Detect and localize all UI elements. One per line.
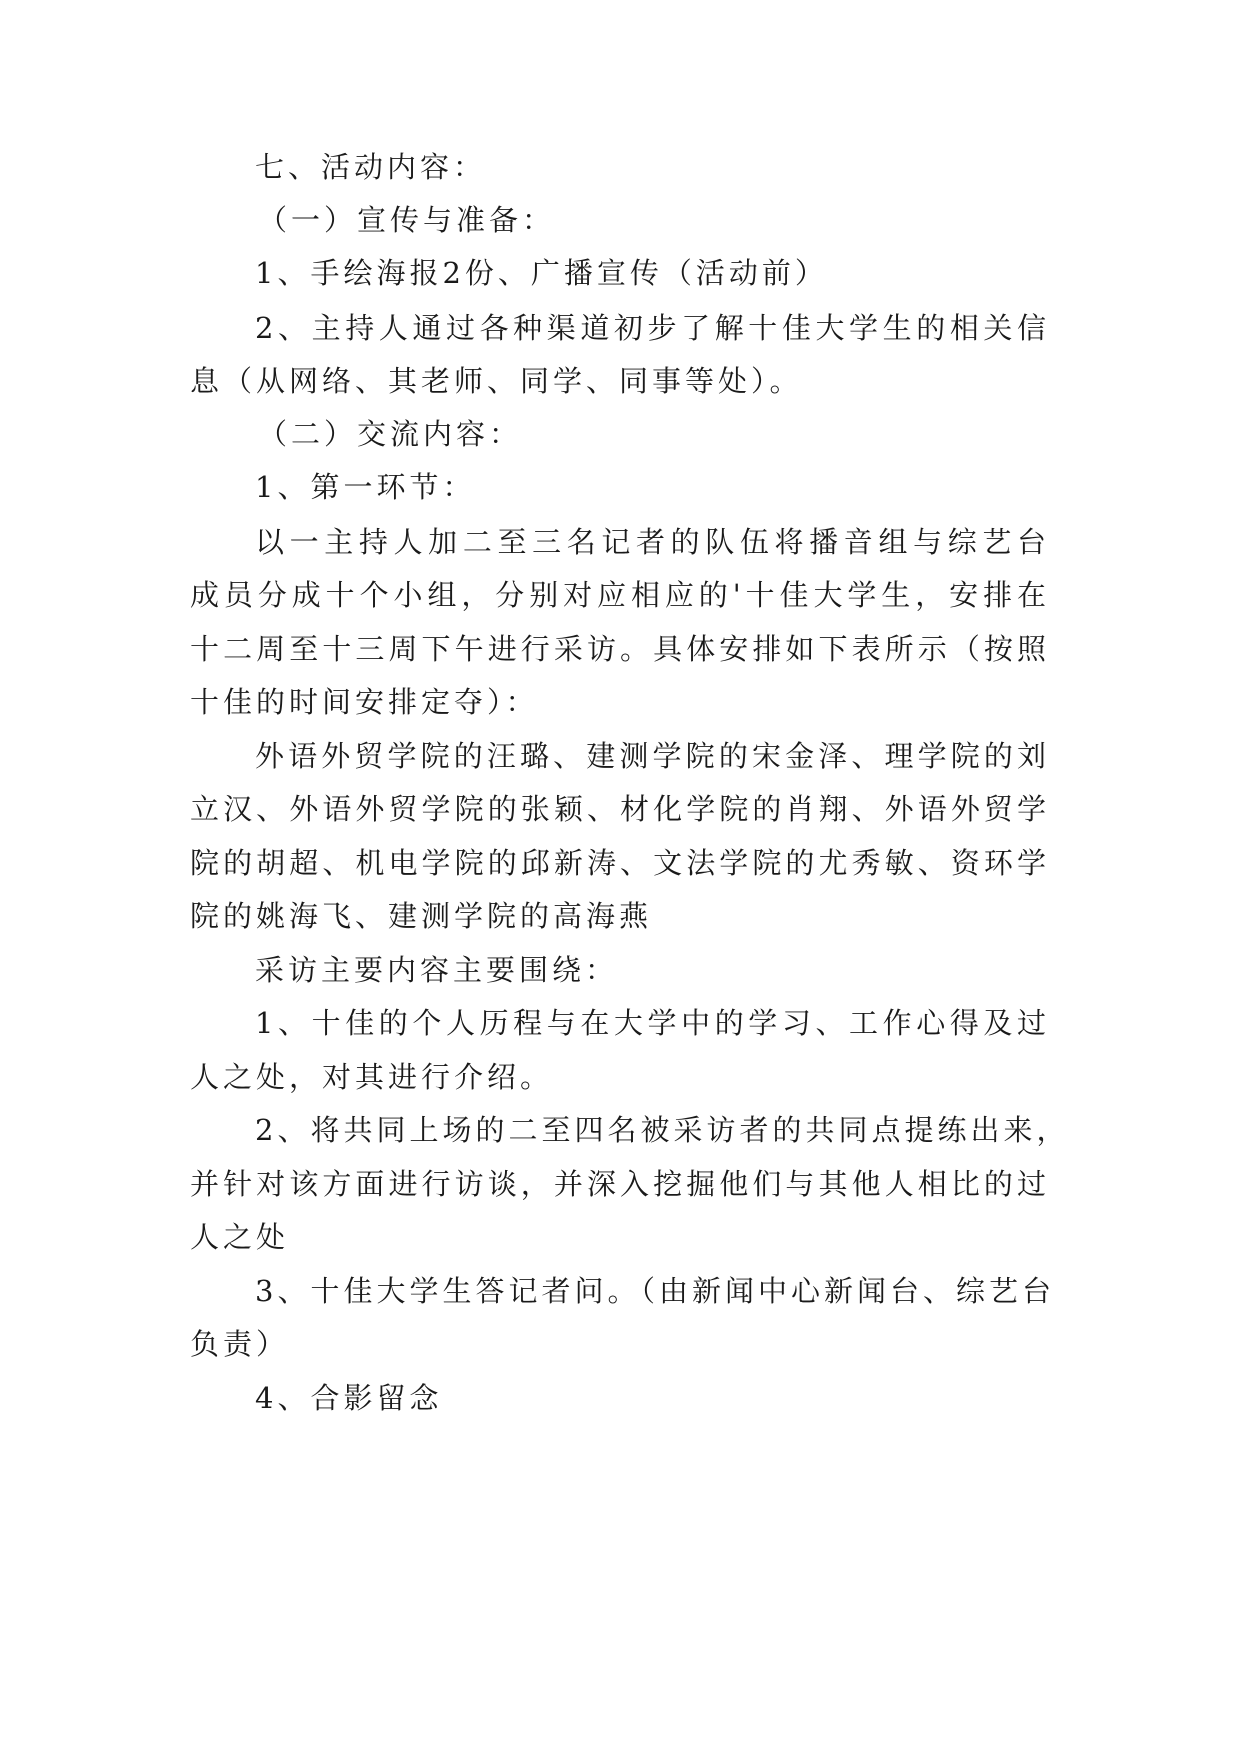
paragraph-groups-cont-3: 十佳的时间安排定夺）： (190, 685, 539, 719)
subheading-publicity: （一）宣传与准备： (258, 203, 556, 237)
paragraph-names-cont-3: 院的姚海飞、建测学院的高海燕 (190, 899, 653, 933)
paragraph-interview-focus: 采访主要内容主要围绕： (255, 953, 619, 987)
item-personal-history: 1、十佳的个人历程与在大学中的学习、工作心得及过 (255, 1006, 1050, 1040)
paragraph-names: 外语外贸学院的汪璐、建测学院的宋金泽、理学院的刘 (255, 739, 1050, 773)
paragraph-names-cont-2: 院的胡超、机电学院的邱新涛、文法学院的尤秀敏、资环学 (190, 846, 1050, 880)
item-common-points-cont-1: 并针对该方面进行访谈，并深入挖掘他们与其他人相比的过 (190, 1167, 1050, 1201)
subheading-exchange: （二）交流内容： (258, 417, 523, 451)
paragraph-groups-cont-1: 成员分成十个小组，分别对应相应的'十佳大学生，安排在 (190, 578, 1050, 612)
item-first-stage: 1、第一环节： (255, 470, 476, 504)
item-common-points-cont-2: 人之处 (190, 1220, 290, 1254)
item-press-qa-cont: 负责） (190, 1327, 290, 1361)
item-group-photo: 4、合影留念 (255, 1381, 443, 1415)
item-common-points: 2、将共同上场的二至四名被采访者的共同点提练出来， (255, 1113, 1070, 1147)
item-poster: 1、手绘海报2份、广播宣传（活动前） (255, 256, 828, 290)
section-heading-activity-content: 七、活动内容： (255, 150, 487, 184)
item-host-research-cont: 息（从网络、其老师、同学、同事等处）。 (190, 364, 803, 398)
item-personal-history-cont: 人之处，对其进行介绍。 (190, 1060, 554, 1094)
paragraph-groups-cont-2: 十二周至十三周下午进行采访。具体安排如下表所示（按照 (190, 632, 1050, 666)
item-host-research: 2、主持人通过各种渠道初步了解十佳大学生的相关信 (255, 311, 1050, 345)
paragraph-names-cont-1: 立汉、外语外贸学院的张颖、材化学院的肖翔、外语外贸学 (190, 792, 1050, 826)
item-press-qa: 3、十佳大学生答记者问。（由新闻中心新闻台、综艺台 (255, 1274, 1055, 1308)
paragraph-groups: 以一主持人加二至三名记者的队伍将播音组与综艺台 (255, 525, 1050, 559)
